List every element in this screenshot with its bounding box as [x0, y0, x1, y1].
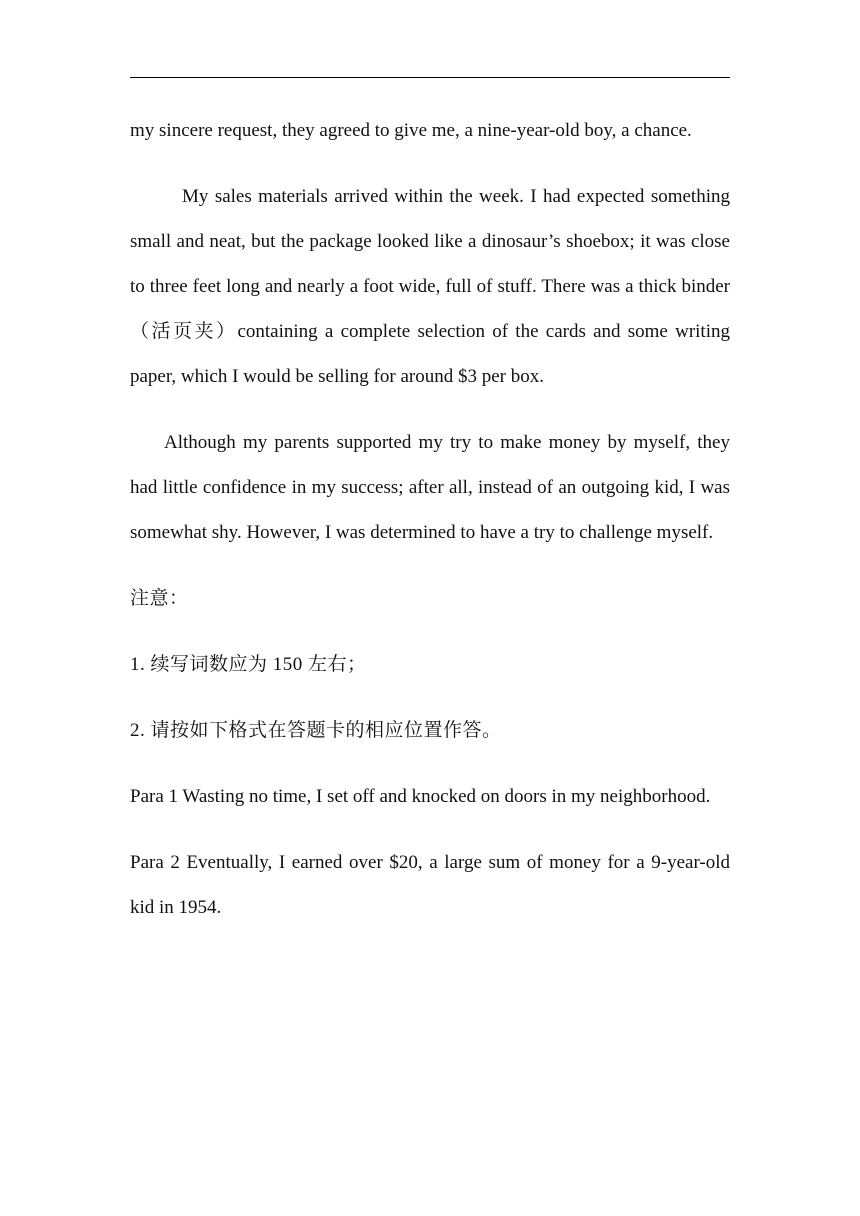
notes-heading: 注意： — [130, 588, 189, 609]
para-prompt-2: Para 2 Eventually, I earned over $20, a large sum of money for a 9-year-old kid in 1954. — [130, 852, 730, 918]
story-paragraph-3: Although my parents supported my try to make money by myself, they had little confidence in my success; after all, instead of an outgoing kid, I was somewhat shy. However, I was determined to have a try to challenge myself. — [130, 432, 730, 543]
para-prompt-1: Para 1 Wasting no time, I set off and knocked on doors in my neighborhood. — [130, 786, 711, 807]
story-paragraph-2: My sales materials arrived within the week. I had expected something small and neat, but the package looked like a dinosaur’s shoebox; it was close to three feet long and nearly a foot wide, full of stuff. There was a thick binder（活页夹）containing a complete selection of the cards and some writing paper, which I would be selling for around $3 per box. — [130, 186, 730, 387]
header-rule — [130, 77, 730, 78]
document-body — [130, 108, 730, 951]
note-item-2: 2. 请按如下格式在答题卡的相应位置作答。 — [130, 720, 502, 741]
note-item-1: 1. 续写词数应为 150 左右； — [130, 654, 367, 675]
story-paragraph-1: my sincere request, they agreed to give me, a nine-year-old boy, a chance. — [130, 120, 692, 141]
